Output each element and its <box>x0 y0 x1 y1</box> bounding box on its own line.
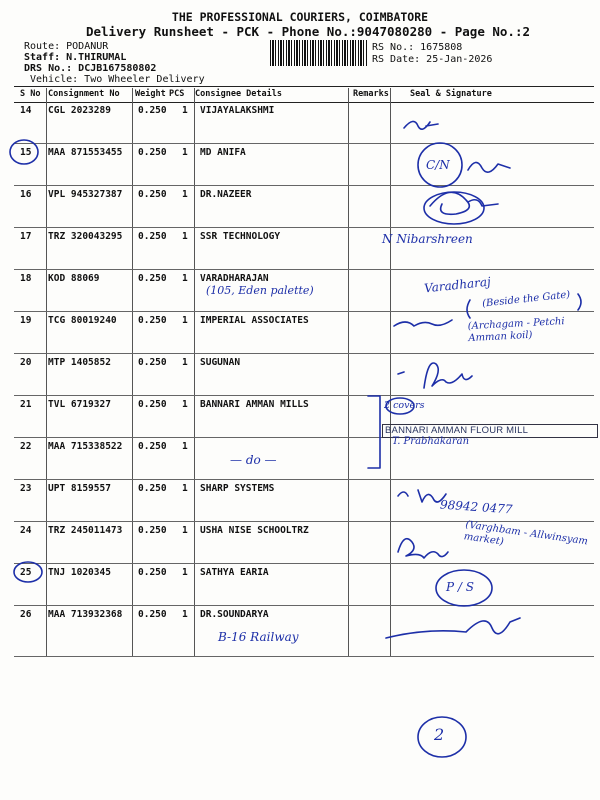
table-row <box>14 563 594 605</box>
row-consignment: TCG 80019240 <box>48 315 117 326</box>
handwritten-page-number: 2 <box>434 725 445 744</box>
row-consignee: SHARP SYSTEMS <box>200 483 275 494</box>
handwritten-note: (Varghbam - Allwinsyam market) <box>463 519 589 548</box>
table-row <box>14 353 594 395</box>
row-weight: 0.250 <box>138 609 167 620</box>
row-sno: 15 <box>20 147 32 158</box>
handwritten-note: 2 covers <box>384 400 425 411</box>
rs-number: RS No.: 1675808 <box>372 42 463 53</box>
row-sno: 14 <box>20 105 32 116</box>
table-row <box>14 605 594 647</box>
company-stamp: BANNARI AMMAN FLOUR MILL <box>382 424 598 438</box>
row-pcs: 1 <box>182 147 188 158</box>
row-sno: 16 <box>20 189 32 200</box>
row-pcs: 1 <box>182 189 188 200</box>
row-weight: 0.250 <box>138 105 167 116</box>
row-pcs: 1 <box>182 273 188 284</box>
row-pcs: 1 <box>182 399 188 410</box>
col-remarks: Remarks <box>353 89 389 99</box>
row-sno: 19 <box>20 315 32 326</box>
row-pcs: 1 <box>182 483 188 494</box>
col-sno: S No <box>20 89 41 99</box>
row-pcs: 1 <box>182 105 188 116</box>
table-row <box>14 437 594 479</box>
col-seal-signature: Seal & Signature <box>410 89 492 99</box>
row-weight: 0.250 <box>138 189 167 200</box>
row-consignment: MTP 1405852 <box>48 357 111 368</box>
row-consignment: KOD 88069 <box>48 273 100 284</box>
handwritten-note: B-16 Railway <box>218 630 299 644</box>
row-pcs: 1 <box>182 567 188 578</box>
vehicle-label: Vehicle: Two Wheeler Delivery <box>30 74 205 85</box>
row-consignee: SUGUNAN <box>200 357 241 368</box>
row-consignment: MAA 713932368 <box>48 609 123 620</box>
row-weight: 0.250 <box>138 441 167 452</box>
row-consignment: MAA 715338522 <box>48 441 123 452</box>
row-consignee: USHA NISE SCHOOLTRZ <box>200 525 309 536</box>
row-consignment: TNJ 1020345 <box>48 567 111 578</box>
staff-label: Staff: N.THIRUMAL <box>24 52 127 63</box>
row-pcs: 1 <box>182 609 188 620</box>
row-consignee: DR.SOUNDARYA <box>200 609 269 620</box>
row-sno: 25 <box>20 567 32 578</box>
col-consignee: Consignee Details <box>195 89 282 99</box>
col-consignment: Consignment No <box>48 89 120 99</box>
row-divider <box>14 656 594 657</box>
col-weight: Weight <box>135 89 166 99</box>
row-weight: 0.250 <box>138 273 167 284</box>
row-consignment: UPT 8159557 <box>48 483 111 494</box>
row-weight: 0.250 <box>138 231 167 242</box>
row-consignee: SSR TECHNOLOGY <box>200 231 281 242</box>
row-pcs: 1 <box>182 525 188 536</box>
row-weight: 0.250 <box>138 483 167 494</box>
row-sno: 20 <box>20 357 32 368</box>
row-pcs: 1 <box>182 315 188 326</box>
handwritten-note: (Archagam - Petchi Amman koil) <box>467 316 565 345</box>
row-consignee: VIJAYALAKSHMI <box>200 105 275 116</box>
row-consignee: MD ANIFA <box>200 147 246 158</box>
row-sno: 17 <box>20 231 32 242</box>
table-row <box>14 101 594 143</box>
row-pcs: 1 <box>182 441 188 452</box>
row-sno: 18 <box>20 273 32 284</box>
handwritten-note: (105, Eden palette) <box>206 284 314 297</box>
row-consignee: SATHYA EARIA <box>200 567 269 578</box>
row-weight: 0.250 <box>138 399 167 410</box>
row-weight: 0.250 <box>138 567 167 578</box>
row-consignee: VARADHARAJAN <box>200 273 269 284</box>
row-sno: 21 <box>20 399 32 410</box>
row-sno: 23 <box>20 483 32 494</box>
row-weight: 0.250 <box>138 357 167 368</box>
handwritten-note: (Beside the Gate) <box>481 289 571 310</box>
row-weight: 0.250 <box>138 147 167 158</box>
handwritten-signature: Varadharaj <box>423 274 492 296</box>
row-consignment: MAA 871553455 <box>48 147 123 158</box>
handwritten-initials: C/N <box>426 158 450 172</box>
row-consignee: IMPERIAL ASSOCIATES <box>200 315 309 326</box>
handwritten-ditto: — do — <box>230 453 277 467</box>
row-sno: 24 <box>20 525 32 536</box>
handwritten-phone: 98942 0477 <box>439 497 513 517</box>
row-pcs: 1 <box>182 357 188 368</box>
row-pcs: 1 <box>182 231 188 242</box>
table-row <box>14 185 594 227</box>
row-consignment: TRZ 320043295 <box>48 231 123 242</box>
rs-date: RS Date: 25-Jan-2026 <box>372 54 493 65</box>
row-consignee: BANNARI AMMAN MILLS <box>200 399 309 410</box>
handwritten-initials: P / S <box>446 580 474 594</box>
handwritten-signature: N Nibarshreen <box>382 232 473 246</box>
row-consignment: CGL 2023289 <box>48 105 111 116</box>
runsheet-title: Delivery Runsheet - PCK - Phone No.:9047080280 - Page No.:2 <box>85 24 530 39</box>
barcode <box>270 40 367 66</box>
table-row <box>14 143 594 185</box>
row-consignment: TVL 6719327 <box>48 399 111 410</box>
row-sno: 26 <box>20 609 32 620</box>
drs-number: DRS No.: DCJB167580802 <box>24 63 157 74</box>
company-title: THE PROFESSIONAL COURIERS, COIMBATORE <box>171 10 429 24</box>
route-label: Route: PODANUR <box>24 41 109 52</box>
table-row <box>14 227 594 269</box>
row-weight: 0.250 <box>138 525 167 536</box>
handwritten-signature: T. Prabhakaran <box>392 436 470 447</box>
row-weight: 0.250 <box>138 315 167 326</box>
row-consignment: TRZ 245011473 <box>48 525 123 536</box>
row-consignee: DR.NAZEER <box>200 189 252 200</box>
row-sno: 22 <box>20 441 32 452</box>
row-consignment: VPL 945327387 <box>48 189 123 200</box>
col-pcs: PCS <box>169 89 185 99</box>
